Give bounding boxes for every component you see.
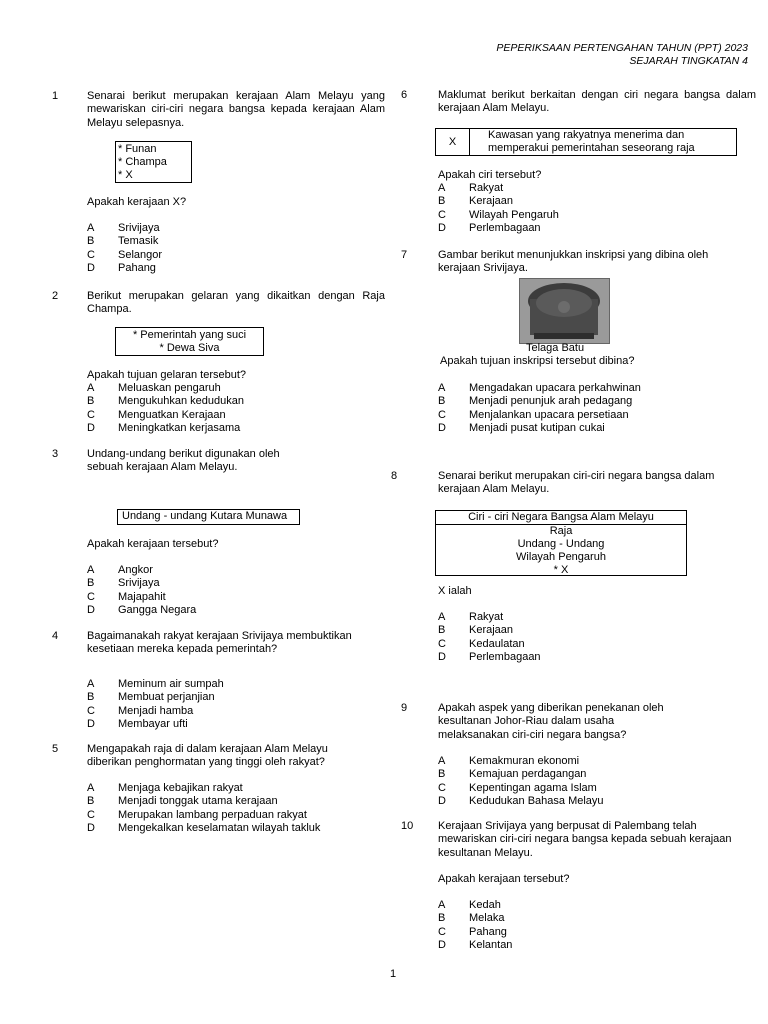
- question-number: 5: [52, 743, 59, 755]
- answer-option[interactable]: C Kedaulatan: [438, 637, 525, 650]
- table-row: Wilayah Pengaruh: [516, 551, 606, 563]
- answer-options: [438, 611, 688, 664]
- answer-option[interactable]: D Mengekalkan keselamatan wilayah takluk: [87, 821, 321, 834]
- answer-options: [438, 755, 688, 808]
- list-box: [115, 327, 264, 356]
- question-number: 2: [52, 290, 59, 302]
- answer-option[interactable]: A Menjaga kebajikan rakyat: [87, 782, 243, 794]
- answer-option[interactable]: D Perlembagaan: [438, 221, 541, 234]
- page-number: 1: [390, 968, 397, 980]
- question-prompt: X ialah: [438, 585, 472, 597]
- exam-subject: SEJARAH TINGKATAN 4: [629, 55, 748, 67]
- law-box: Undang - undang Kutara Munawa: [117, 509, 300, 525]
- answer-option[interactable]: C Merupakan lambang perpaduan rakyat: [87, 808, 307, 821]
- answer-option[interactable]: B Membuat perjanjian: [87, 691, 215, 704]
- answer-option[interactable]: C Kepentingan agama Islam: [438, 781, 597, 794]
- question-number: 10: [401, 820, 414, 832]
- answer-options: [87, 782, 347, 835]
- answer-option[interactable]: A Angkor: [87, 564, 153, 576]
- question-text: Bagaimanakah rakyat kerajaan Srivijaya membuktikan kesetiaan mereka kepada pemerintah?: [87, 630, 352, 656]
- answer-option[interactable]: A Kedah: [438, 899, 501, 911]
- question-number: 1: [52, 90, 59, 102]
- inscription-photo: [519, 278, 610, 344]
- list-item: * Champa: [118, 156, 167, 168]
- answer-option[interactable]: A Meminum air sumpah: [87, 678, 224, 690]
- question-text: Senarai berikut merupakan ciri-ciri negara bangsa dalam kerajaan Alam Melayu.: [438, 470, 715, 496]
- answer-option[interactable]: D Perlembagaan: [438, 650, 541, 663]
- answer-option[interactable]: C Majapahit: [87, 590, 166, 603]
- exam-title: PEPERIKSAAN PERTENGAHAN TAHUN (PPT) 2023: [496, 42, 748, 54]
- answer-option[interactable]: D Kedudukan Bahasa Melayu: [438, 794, 604, 807]
- question-number: 4: [52, 630, 59, 642]
- question-text: Gambar berikut menunjukkan inskripsi yang dibina oleh kerajaan Srivijaya.: [438, 249, 709, 275]
- table-header: Ciri - ciri Negara Bangsa Alam Melayu: [436, 511, 686, 525]
- question-text: Senarai berikut merupakan kerajaan Alam Melayu yang mewariskan ciri-ciri negara bangsa kepada kerajaan Alam Melayu selepasnya.: [87, 90, 385, 129]
- answer-option[interactable]: A Kemakmuran ekonomi: [438, 755, 580, 767]
- box-text: Kawasan yang rakyatnya menerima dan memperakui pemerintahan seseorang raja: [488, 129, 695, 154]
- answer-option[interactable]: A Rakyat: [438, 611, 504, 623]
- answer-option[interactable]: B Mengukuhkan kedudukan: [87, 395, 244, 408]
- question-text: Kerajaan Srivijaya yang berpusat di Palembang telah mewariskan ciri-ciri negara bangsa kepada sebuah kerajaan kesultanan Melayu.: [438, 820, 732, 859]
- question-text: Mengapakah raja di dalam kerajaan Alam Melayu diberikan penghormatan yang tinggi oleh rakyat?: [87, 743, 328, 769]
- inscription-stone-icon: [520, 279, 609, 343]
- answer-option[interactable]: B Temasik: [87, 235, 159, 248]
- answer-option[interactable]: B Kemajuan perdagangan: [438, 768, 587, 781]
- answer-option[interactable]: D Pahang: [87, 261, 156, 274]
- question-number: 9: [401, 702, 408, 714]
- answer-option[interactable]: C Selangor: [87, 248, 163, 261]
- answer-option[interactable]: A Meluaskan pengaruh: [87, 382, 221, 394]
- question-number: 8: [391, 470, 398, 482]
- answer-option[interactable]: B Kerajaan: [438, 624, 514, 637]
- question-text: Apakah aspek yang diberikan penekanan oleh kesultanan Johor-Riau dalam usaha melaksanakan ciri-ciri negara bangsa?: [438, 702, 664, 741]
- answer-option[interactable]: C Wilayah Pengaruh: [438, 208, 559, 221]
- answer-option[interactable]: B Menjadi tonggak utama kerajaan: [87, 795, 278, 808]
- list-item: * X: [118, 169, 133, 181]
- answer-options: [438, 382, 698, 435]
- exam-header: [496, 42, 748, 68]
- question-number: 6: [401, 89, 408, 101]
- answer-option[interactable]: D Kelantan: [438, 938, 513, 951]
- answer-option[interactable]: C Pahang: [438, 925, 507, 938]
- answer-option[interactable]: D Menjadi pusat kutipan cukai: [438, 421, 605, 434]
- list-item: * Dewa Siva: [159, 342, 220, 354]
- answer-option[interactable]: B Menjadi penunjuk arah pedagang: [438, 395, 633, 408]
- table-row: Raja: [549, 525, 573, 537]
- question-prompt: Apakah ciri tersebut?: [438, 169, 542, 181]
- question-prompt: Apakah tujuan inskripsi tersebut dibina?: [440, 355, 635, 367]
- answer-option[interactable]: B Srivijaya: [87, 577, 160, 590]
- answer-options: [438, 899, 688, 952]
- question-number: 3: [52, 448, 59, 460]
- table-row: * X: [553, 564, 569, 576]
- photo-caption: Telaga Batu: [526, 342, 585, 354]
- box-label: X: [436, 129, 470, 155]
- question-text: Maklumat berikut berkaitan dengan ciri negara bangsa dalam kerajaan Alam Melayu.: [438, 89, 756, 115]
- table-row: Undang - Undang: [517, 538, 605, 550]
- definition-box: [435, 128, 737, 156]
- answer-option[interactable]: D Gangga Negara: [87, 603, 197, 616]
- answer-options: [87, 222, 337, 275]
- answer-option[interactable]: A Rakyat: [438, 182, 504, 194]
- answer-options: [438, 182, 688, 235]
- answer-options: [87, 564, 337, 617]
- traits-table: [435, 510, 687, 576]
- list-box: [115, 141, 192, 183]
- answer-option[interactable]: D Membayar ufti: [87, 717, 188, 730]
- answer-option[interactable]: B Kerajaan: [438, 195, 514, 208]
- answer-option[interactable]: C Menjalankan upacara persetiaan: [438, 408, 629, 421]
- question-text: Undang-undang berikut digunakan oleh sebuah kerajaan Alam Melayu.: [87, 448, 280, 474]
- question-text: Berikut merupakan gelaran yang dikaitkan dengan Raja Champa.: [87, 290, 385, 316]
- question-number: 7: [401, 249, 408, 261]
- answer-option[interactable]: D Meningkatkan kerjasama: [87, 421, 241, 434]
- list-item: * Funan: [118, 143, 157, 155]
- question-prompt: Apakah kerajaan X?: [87, 196, 187, 208]
- answer-option[interactable]: A Mengadakan upacara perkahwinan: [438, 382, 641, 394]
- question-prompt: Apakah kerajaan tersebut?: [87, 538, 219, 550]
- question-prompt: Apakah tujuan gelaran tersebut?: [87, 369, 247, 381]
- answer-option[interactable]: B Melaka: [438, 912, 505, 925]
- answer-options: [87, 382, 337, 435]
- list-item: * Pemerintah yang suci: [132, 329, 247, 341]
- answer-option[interactable]: A Srivijaya: [87, 222, 160, 234]
- answer-option[interactable]: C Menguatkan Kerajaan: [87, 408, 226, 421]
- answer-option[interactable]: C Menjadi hamba: [87, 704, 194, 717]
- question-prompt: Apakah kerajaan tersebut?: [438, 873, 570, 885]
- answer-options: [87, 678, 337, 731]
